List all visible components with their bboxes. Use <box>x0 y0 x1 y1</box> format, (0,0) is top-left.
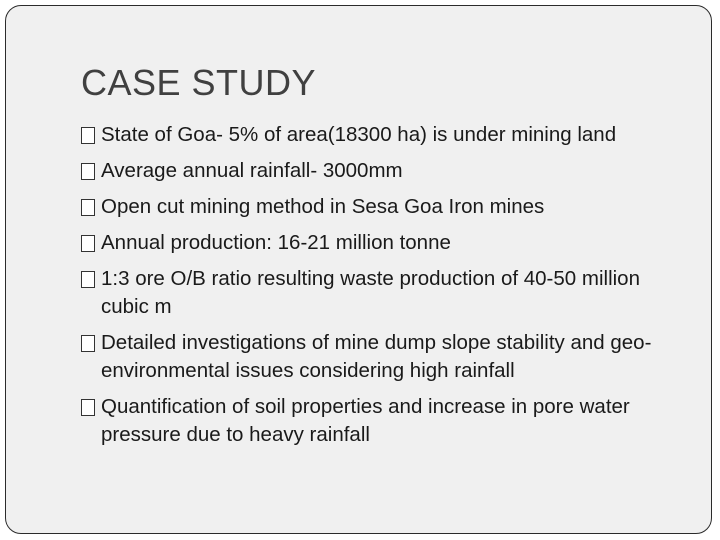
bullet-item <box>80 193 690 221</box>
missing-glyph-box-icon <box>81 399 95 416</box>
bullet-list <box>80 121 690 457</box>
bullet-item <box>80 229 690 257</box>
missing-glyph-box-icon <box>81 271 95 288</box>
slide <box>5 5 712 534</box>
bullet-text: Detailed investigations of mine dump slope stability and geo-environmental issues considering high rainfall <box>101 331 652 382</box>
missing-glyph-box-icon <box>81 235 95 252</box>
slide-title: CASE STUDY <box>81 62 317 103</box>
bullet-text: State of Goa- 5% of area(18300 ha) is under mining land <box>101 123 617 146</box>
bullet-text: Open cut mining method in Sesa Goa Iron mines <box>101 195 545 218</box>
bullet-item <box>80 265 690 321</box>
missing-glyph-box-icon <box>81 335 95 352</box>
bullet-text: Annual production: 16-21 million tonne <box>101 231 451 254</box>
missing-glyph-box-icon <box>81 199 95 216</box>
bullet-text: Quantification of soil properties and increase in pore water pressure due to heavy rainfall <box>101 395 630 446</box>
missing-glyph-box-icon <box>81 163 95 180</box>
missing-glyph-box-icon <box>81 127 95 144</box>
bullet-text: Average annual rainfall- 3000mm <box>101 159 403 182</box>
bullet-item <box>80 329 690 385</box>
bullet-text: 1:3 ore O/B ratio resulting waste production of 40-50 million cubic m <box>101 267 640 318</box>
bullet-item <box>80 157 690 185</box>
bullet-item <box>80 393 690 449</box>
bullet-item <box>80 121 690 149</box>
